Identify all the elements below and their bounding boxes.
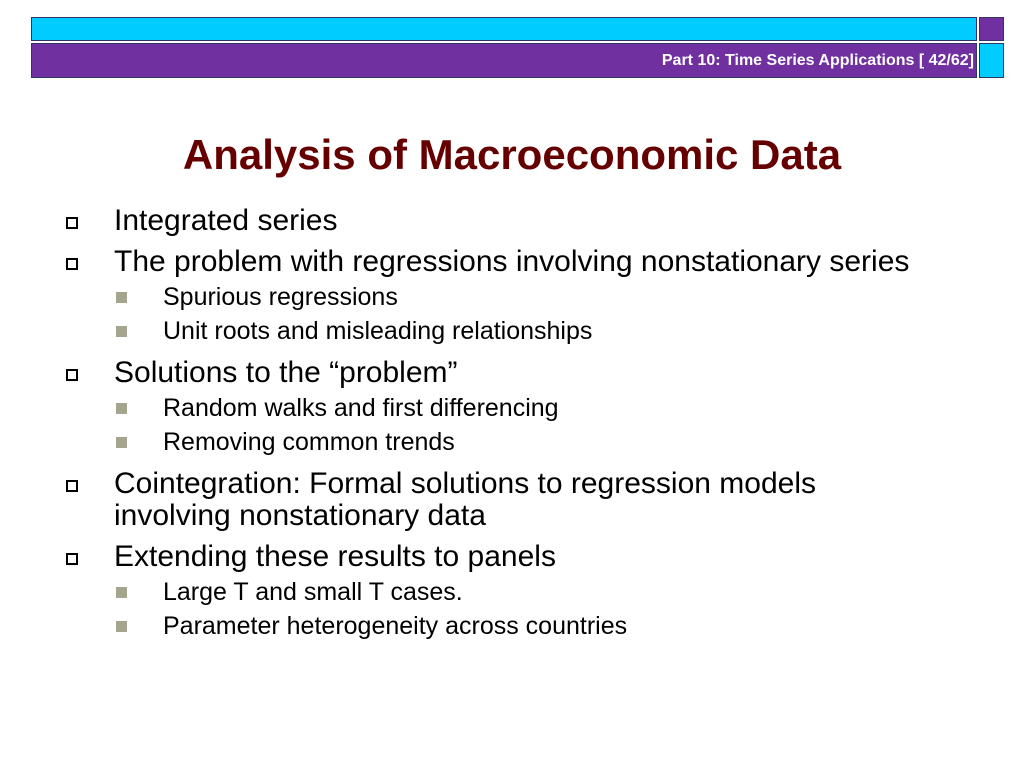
slide-title: Analysis of Macroeconomic Data (182, 131, 842, 178)
sub-bullet-text: Spurious regressions (163, 283, 398, 311)
bullet-text: Cointegration: Formal solutions to regression models involving nonstationary data (114, 467, 816, 532)
sub-bullet-text: Large T and small T cases. (163, 578, 463, 606)
filled-square-bullet-icon (116, 292, 127, 303)
header-square-top (979, 17, 1004, 41)
filled-square-bullet-icon (116, 587, 127, 598)
filled-square-bullet-icon (116, 326, 127, 337)
header-bar-top (31, 17, 977, 41)
hollow-square-bullet-icon (66, 553, 78, 565)
header-square-bottom (979, 43, 1004, 78)
sub-bullet-list (114, 391, 934, 459)
bullet-text: The problem with regressions involving nonstationary series (114, 245, 910, 278)
sub-bullet-item (114, 575, 934, 609)
sub-bullet-item (114, 314, 934, 348)
sub-bullet-text: Parameter heterogeneity across countries (163, 612, 628, 640)
bullet-text: Extending these results to panels (114, 540, 556, 573)
hollow-square-bullet-icon (66, 217, 78, 229)
hollow-square-bullet-icon (66, 369, 78, 381)
filled-square-bullet-icon (116, 621, 127, 632)
bullet-list (0, 205, 1024, 643)
bullet-text: Integrated series (114, 204, 338, 237)
bullet-item (0, 541, 1024, 643)
bullet-item (0, 205, 1024, 237)
hollow-square-bullet-icon (66, 258, 78, 270)
hollow-square-bullet-icon (66, 480, 78, 492)
header-caption: Part 10: Time Series Applications [ 42/62] (661, 52, 974, 69)
sub-bullet-item (114, 280, 934, 314)
sub-bullet-text: Random walks and first differencing (163, 394, 559, 422)
filled-square-bullet-icon (116, 437, 127, 448)
sub-bullet-item (114, 425, 934, 459)
sub-bullet-item (114, 391, 934, 425)
filled-square-bullet-icon (116, 403, 127, 414)
sub-bullet-text: Removing common trends (163, 428, 455, 456)
sub-bullet-item (114, 609, 934, 643)
sub-bullet-text: Unit roots and misleading relationships (163, 317, 593, 345)
bullet-item (0, 246, 1024, 348)
bullet-text: Solutions to the “problem” (114, 356, 458, 389)
bullet-item (0, 357, 1024, 459)
bullet-item (0, 468, 1024, 532)
sub-bullet-list (114, 575, 934, 643)
sub-bullet-list (114, 280, 934, 348)
